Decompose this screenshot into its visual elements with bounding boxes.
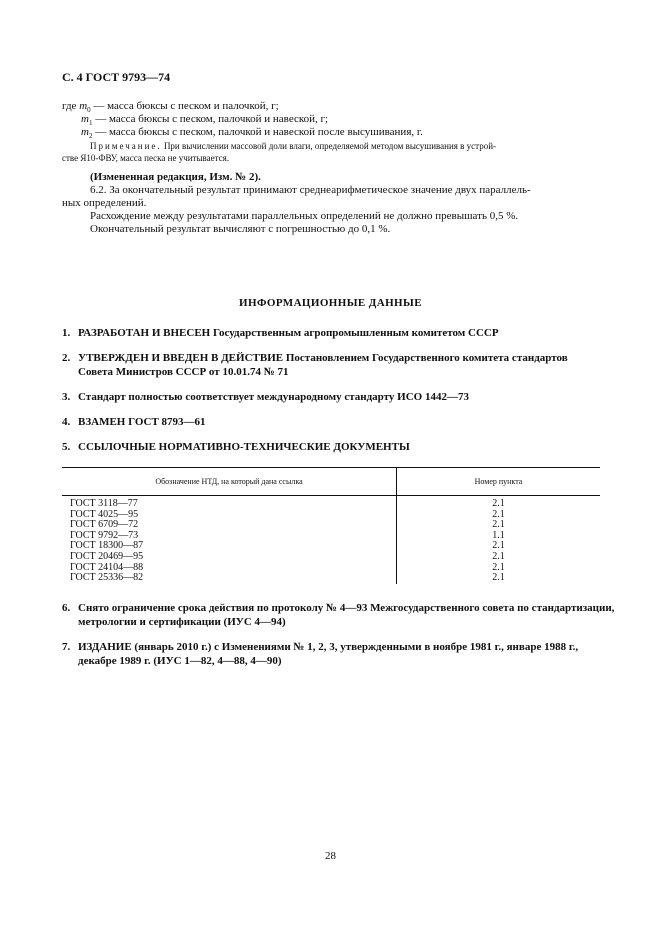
item-number: 6. (62, 602, 71, 614)
subscript: 2 (88, 132, 93, 141)
table-header-row (62, 468, 600, 496)
item-number: 3. (62, 391, 71, 403)
note-block (62, 141, 607, 164)
cell-clause: 2.1 (492, 572, 505, 584)
formula-prefix: где (62, 100, 77, 112)
note-line-1 (62, 141, 607, 153)
cell-clause: 2.1 (492, 519, 505, 531)
variable-m: m (79, 100, 88, 112)
section-6-2-line-1: 6.2. За окончательный результат принимают среднеарифметическое значение двух параллель- (90, 184, 531, 196)
cell-clause: 2.1 (492, 561, 505, 573)
section-6-2-line-3: Расхождение между результатами параллельных определений не должно превышать 0,5 %. (90, 210, 519, 222)
item-text-line-2: Совета Министров СССР от 10.01.74 № 71 (78, 366, 289, 378)
table-row (62, 510, 600, 521)
item-text: Снято ограничение срока действия по протоколу № 4—93 Межгосударственного совета по стандартизации, метрологии и сертификации (ИУС 4—94) (78, 602, 615, 628)
item-number: 4. (62, 416, 71, 428)
item-text: ИЗДАНИЕ (январь 2010 г.) с Изменениями № 1, 2, 3, утвержденными в ноябре 1981 г., январе 1988 г., декабре 1989 г. (ИУС 1—82, 4—88, 4—90) (78, 641, 579, 667)
cell-document: ГОСТ 6709—72 (62, 520, 397, 531)
table-row (62, 520, 600, 531)
item-number: 7. (62, 641, 71, 653)
section-6-2-line-4: Окончательный результат вычисляют с погрешностью до 0,1 %. (90, 223, 391, 235)
info-item-5 (62, 440, 602, 454)
cell-document: ГОСТ 25336—82 (62, 573, 397, 584)
variable-m: m (81, 126, 89, 138)
info-heading: ИНФОРМАЦИОННЫЕ ДАННЫЕ (239, 297, 422, 309)
table-row (62, 496, 600, 510)
formula-desc: — масса бюксы с песком, палочкой и навеской после высушивания, г. (92, 126, 423, 138)
item-text: ВЗАМЕН ГОСТ 8793—61 (78, 416, 206, 428)
item-number: 5. (62, 441, 71, 453)
item-text-line-1: УТВЕРЖДЕН И ВВЕДЕН В ДЕЙСТВИЕ Постановлением Государственного комитета стандартов (78, 352, 568, 364)
cell-document: ГОСТ 3118—77 (62, 496, 397, 510)
item-number: 2. (62, 352, 71, 364)
note-line-2: стве Я10-ФВУ, масса песка не учитывается. (62, 152, 230, 163)
reference-documents-table (62, 467, 600, 584)
cell-document: ГОСТ 18300—87 (62, 541, 397, 552)
info-item-6 (62, 601, 618, 629)
info-item-1 (62, 326, 602, 340)
page-header: С. 4 ГОСТ 9793—74 (62, 70, 171, 84)
info-item-4 (62, 415, 602, 429)
item-text: РАЗРАБОТАН И ВНЕСЕН Государственным агропромышленным комитетом СССР (78, 327, 499, 339)
info-item-3 (62, 390, 602, 404)
cell-clause: 2.1 (492, 540, 505, 552)
cell-document: ГОСТ 24104—88 (62, 563, 397, 574)
note-text-1: При вычислении массовой доли влаги, определяемой методом высушивания в устрой- (161, 141, 497, 151)
column-header-clause: Номер пункта (397, 468, 601, 496)
formula-desc: — масса бюксы с песком, палочкой и навеской, г; (92, 113, 329, 125)
cell-document: ГОСТ 20469—95 (62, 552, 397, 563)
section-6-2-line-2: ных определений. (62, 197, 147, 209)
item-number: 1. (62, 327, 71, 339)
info-item-7 (62, 640, 618, 668)
item-text: Стандарт полностью соответствует международному стандарту ИСО 1442—73 (78, 391, 469, 403)
revision-note: (Измененная редакция, Изм. № 2). (90, 171, 261, 183)
cell-document: ГОСТ 4025—95 (62, 510, 397, 521)
subscript: 0 (87, 106, 91, 115)
cell-clause: 2.1 (492, 550, 505, 562)
cell-clause: 2.1 (492, 508, 505, 520)
cell-document: ГОСТ 9792—73 (62, 531, 397, 542)
item-text: ССЫЛОЧНЫЕ НОРМАТИВНО-ТЕХНИЧЕСКИЕ ДОКУМЕНТЫ (78, 441, 410, 453)
page-number: 28 (325, 850, 336, 862)
table-row (62, 552, 600, 563)
info-item-2 (62, 351, 602, 379)
cell-clause: 1.1 (492, 529, 505, 541)
variable-m: m (81, 113, 89, 125)
subscript: 1 (88, 119, 93, 128)
note-label: Примечание. (90, 141, 162, 151)
column-header-document: Обозначение НТД, на который дана ссылка (62, 468, 397, 496)
table-row (62, 573, 600, 584)
cell-clause: 2.1 (492, 498, 505, 509)
formula-desc: — масса бюксы с песком и палочкой, г; (90, 100, 279, 112)
